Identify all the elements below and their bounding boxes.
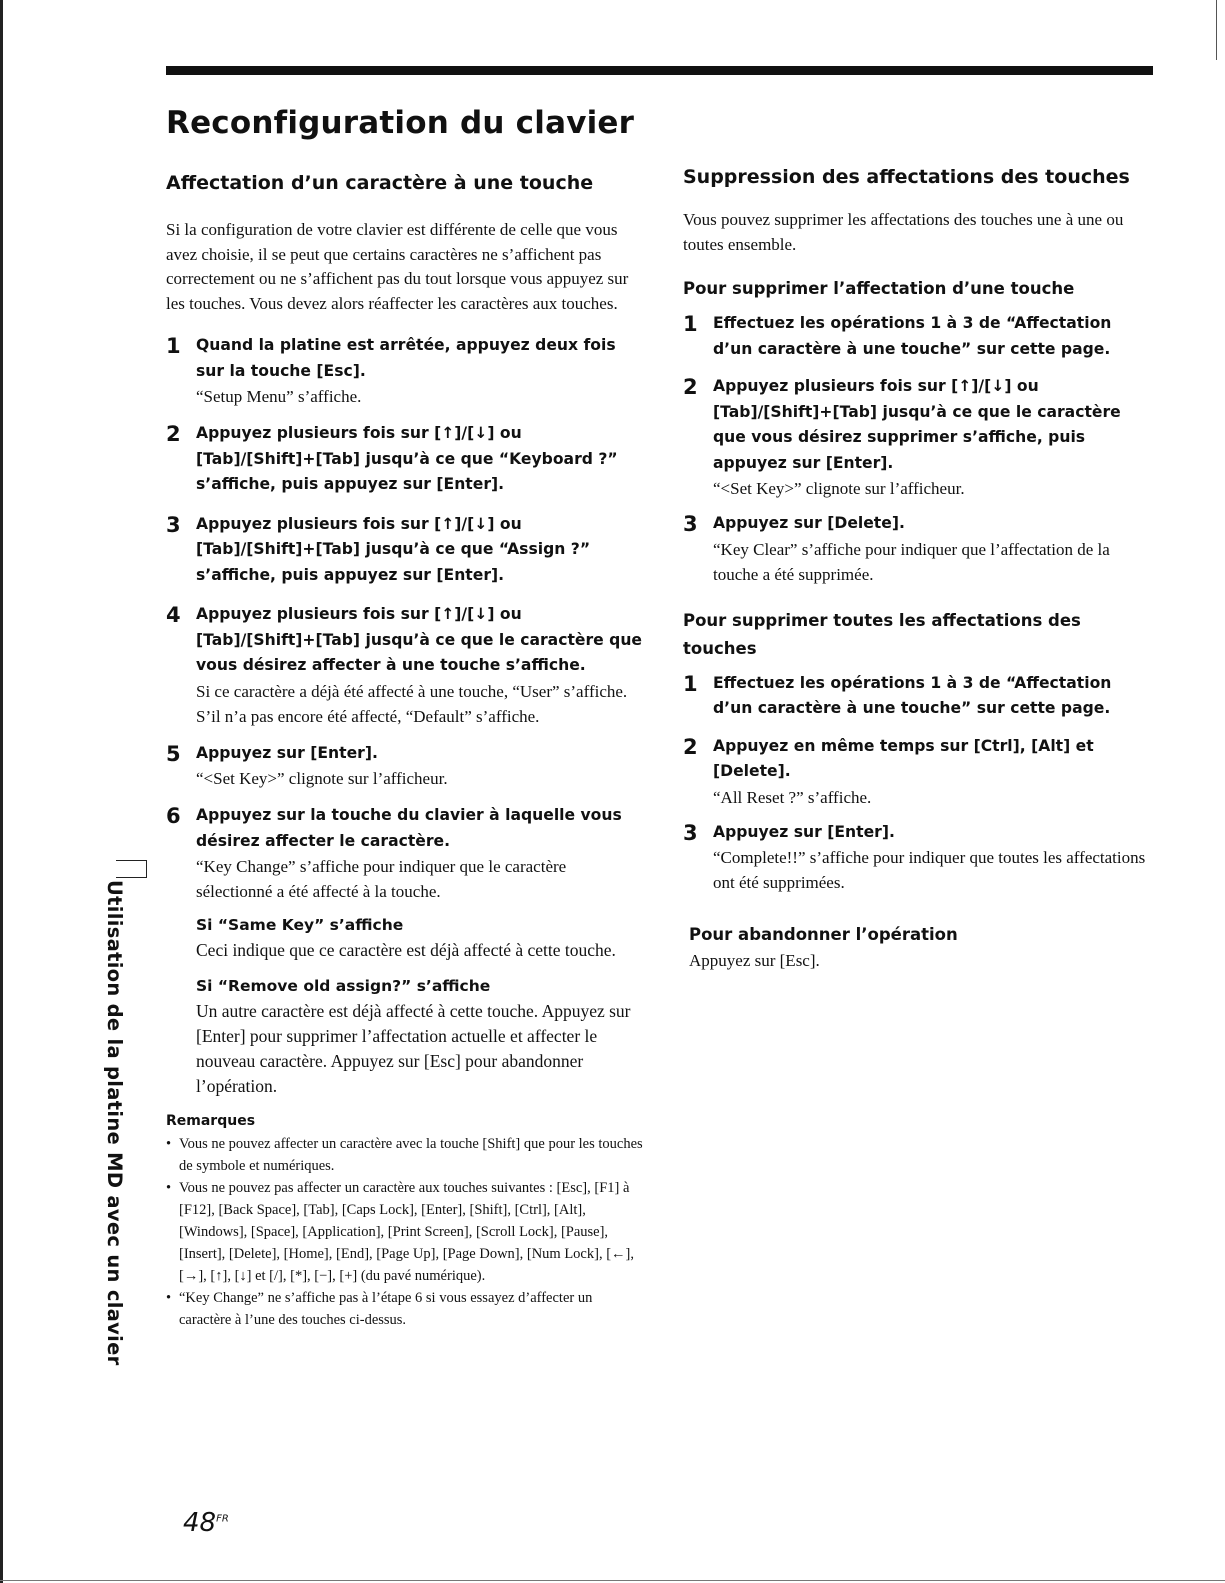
- delete-one-step-3: [683, 511, 1153, 587]
- step-number: 3: [166, 512, 181, 537]
- step-number: 4: [166, 603, 181, 627]
- step-number: 1: [683, 312, 698, 336]
- step-number: 1: [166, 334, 181, 358]
- step-instruction: Effectuez les opérations 1 à 3 de “Affectation d’un caractère à une touche” sur cette page.: [713, 314, 1112, 358]
- side-tab-label: Utilisation de la platine MD avec un clavier: [103, 880, 126, 1366]
- title-rule: [166, 66, 1153, 75]
- remark-item: • Vous ne pouvez pas affecter un caractère aux touches suivantes : [Esc], [F1] à [F12], [Back Space], [Tab], [Caps Lock], [Enter], [Shift], [Ctrl], [Alt], [Windows], [Space], [Application], [Print Screen], [Scroll Lock], [Pause], [Insert], [Delete], [Home], [End], [Page Up], [Page Down], [Num Lock], [←], [→], [↑], [↓] et [/], [*], [−], [+] (du pavé numérique).: [166, 1177, 646, 1287]
- step-number: 1: [683, 671, 698, 696]
- delete-one-title: Pour supprimer l’affectation d’une touche: [683, 279, 1075, 298]
- side-tab: [100, 880, 128, 1366]
- delete-one-step-1: [683, 311, 1153, 362]
- step-instruction: Appuyez plusieurs fois sur [↑]/[↓] ou [Tab]/[Shift]+[Tab] jusqu’à ce que “Keyboard ?” s’affiche, puis appuyez sur [Enter].: [196, 424, 618, 493]
- remove-old-title: Si “Remove old assign?” s’affiche: [196, 977, 491, 995]
- step-instruction: Appuyez plusieurs fois sur [↑]/[↓] ou [Tab]/[Shift]+[Tab] jusqu’à ce que le caractère que vous désirez affecter à une touche s’affiche.: [196, 605, 643, 674]
- delete-one-step-2: [683, 374, 1153, 501]
- delete-all-step-3: [683, 820, 1153, 896]
- scan-edge-bottom: [0, 1580, 1225, 1581]
- step-result: “<Set Key>” clignote sur l’afficheur.: [713, 479, 965, 498]
- step-instruction: Appuyez plusieurs fois sur [↑]/[↓] ou [Tab]/[Shift]+[Tab] jusqu’à ce que “Assign ?” s’affiche, puis appuyez sur [Enter].: [196, 514, 591, 584]
- side-tab-marker: [116, 860, 147, 878]
- step-number: 3: [683, 512, 698, 536]
- delete-all-title: Pour supprimer toutes les affectations des touches: [683, 610, 1081, 658]
- same-key-title: Si “Same Key” s’affiche: [196, 916, 404, 934]
- step-result: Si ce caractère a déjà été affecté à une touche, “User” s’affiche. S’il n’a pas encore été affecté, “Default” s’affiche.: [196, 681, 628, 726]
- step-result: “Key Clear” s’affiche pour indiquer que l’affectation de la touche a été supprimée.: [713, 539, 1110, 584]
- step-instruction: Appuyez plusieurs fois sur [↑]/[↓] ou [Tab]/[Shift]+[Tab] jusqu’à ce que le caractère que vous désirez supprimer s’affiche, puis appuyez sur [Enter].: [713, 377, 1121, 472]
- step-number: 2: [166, 422, 181, 446]
- step-instruction: Appuyez sur [Enter].: [713, 822, 895, 841]
- cancel-title: Pour abandonner l’opération: [689, 925, 958, 944]
- assign-step-2: [166, 421, 646, 498]
- left-column: [166, 172, 646, 1331]
- step-result: “Complete!!” s’affiche pour indiquer que toutes les affectations ont été supprimées.: [713, 848, 1146, 892]
- step-instruction: Appuyez sur la touche du clavier à laquelle vous désirez affecter le caractère.: [196, 806, 622, 850]
- same-key-text: Ceci indique que ce caractère est déjà affecté à cette touche.: [196, 940, 616, 960]
- step-instruction: Quand la platine est arrêtée, appuyez deux fois sur la touche [Esc].: [196, 336, 616, 380]
- page-number: [183, 1508, 229, 1538]
- step-instruction: Effectuez les opérations 1 à 3 de “Affectation d’un caractère à une touche” sur cette page.: [713, 673, 1112, 717]
- scan-edge-left: [0, 0, 3, 1583]
- step-instruction: Appuyez sur [Enter].: [196, 743, 378, 762]
- step-number: 2: [683, 375, 698, 399]
- assign-step-4: [166, 602, 646, 729]
- section-heading-assign: Affectation d’un caractère à une touche: [166, 172, 594, 194]
- remarks-list: [166, 1133, 646, 1331]
- delete-all-step-1: [683, 671, 1153, 722]
- assign-step-5: [166, 741, 646, 792]
- page-number-suffix: FR: [216, 1513, 229, 1525]
- remarks-title: Remarques: [166, 1113, 256, 1129]
- page-number-value: 48: [183, 1508, 217, 1538]
- scan-edge-right: [1216, 0, 1217, 60]
- step-number: 3: [683, 820, 698, 845]
- delete-intro: Vous pouvez supprimer les affectations des touches une à une ou toutes ensemble.: [683, 210, 1124, 254]
- step-number: 2: [683, 734, 698, 759]
- section-heading-delete: Suppression des affectations des touches: [683, 166, 1130, 188]
- remove-old-text: Un autre caractère est déjà affecté à cette touche. Appuyez sur [Enter] pour supprimer l’affectation actuelle et affecter le nouveau caractère. Appuyez sur [Esc] pour abandonner l’opération.: [196, 1001, 631, 1096]
- delete-all-step-2: [683, 734, 1153, 810]
- step-result: “All Reset ?” s’affiche.: [713, 787, 872, 807]
- step-result: “Key Change” s’affiche pour indiquer que le caractère sélectionné a été affecté à la touche.: [196, 857, 567, 901]
- step-number: 5: [166, 741, 181, 766]
- assign-step-3: [166, 512, 646, 589]
- assign-step-6: [166, 803, 646, 1099]
- remark-item: • Vous ne pouvez affecter un caractère avec la touche [Shift] que pour les touches de symbole et numériques.: [166, 1133, 646, 1177]
- step-instruction: Appuyez en même temps sur [Ctrl], [Alt] et [Delete].: [713, 736, 1094, 780]
- step-result: “<Set Key>” clignote sur l’afficheur.: [196, 769, 448, 788]
- assign-intro: Si la configuration de votre clavier est différente de celle que vous avez choisie, il se peut que certains caractères ne s’affichent pas correctement ou ne s’affichent pas du tout lorsque vous appuyez sur les touches. Vous devez alors réaffecter les caractères aux touches.: [166, 220, 629, 313]
- right-column: [683, 166, 1153, 974]
- assign-step-1: [166, 333, 646, 409]
- cancel-text: Appuyez sur [Esc].: [689, 951, 820, 970]
- remark-item: • “Key Change” ne s’affiche pas à l’étape 6 si vous essayez d’affecter un caractère à l’une des touches ci-dessus.: [166, 1287, 646, 1331]
- step-result: “Setup Menu” s’affiche.: [196, 387, 362, 406]
- step-instruction: Appuyez sur [Delete].: [713, 514, 905, 532]
- page-title: Reconfiguration du clavier: [166, 104, 635, 141]
- step-number: 6: [166, 804, 181, 828]
